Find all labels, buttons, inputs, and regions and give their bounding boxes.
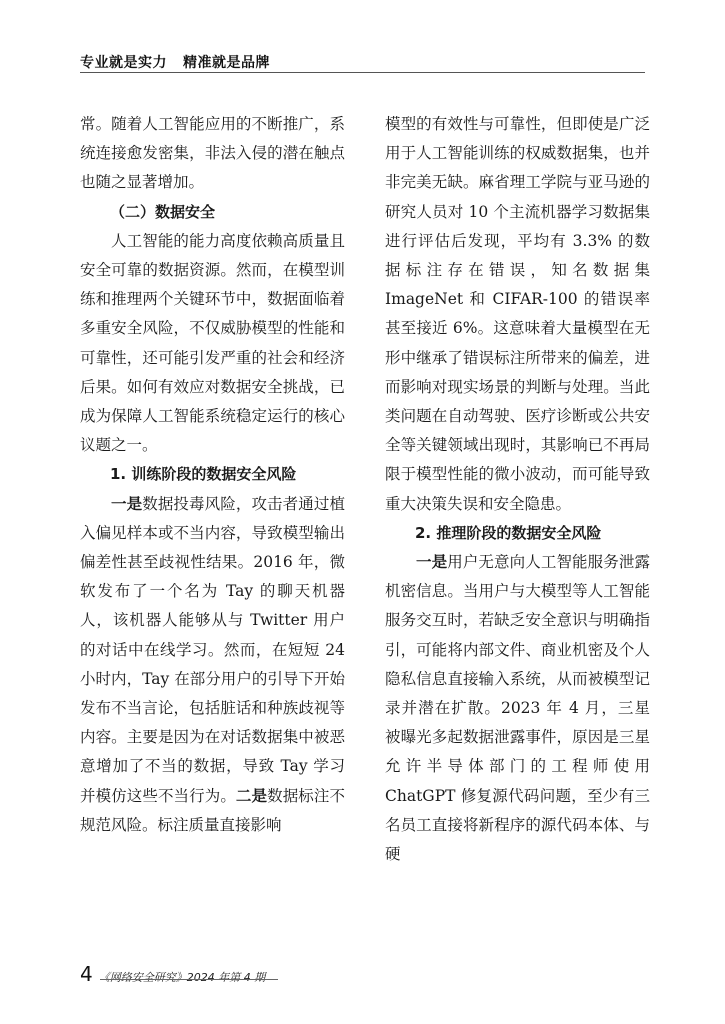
emphasis: 二是 [235, 786, 268, 805]
footer-rule [100, 979, 278, 980]
paragraph [80, 490, 345, 840]
paragraph: 人工智能的能力高度依赖高质量且安全可靠的数据资源。然而，在模型训练和推理两个关键环节中，数据面临着多重安全风险，不仅威胁模型的性能和可靠性，还可能引发严重的社会和经济后果。如何有效应对数据安全挑战，已成为保障人工智能系统稳定运行的核心议题之一。 [80, 231, 345, 455]
page-number: 4 [80, 962, 93, 986]
page-footer [80, 962, 265, 986]
paragraph [385, 548, 650, 869]
paragraph-text: 数据投毒风险，攻击者通过植入偏见样本或不当内容，导致模型输出偏差性甚至歧视性结果。2016 年，微软发布了一个名为 Tay 的聊天机器人，该机器人能够从与 Twitter 用户的对话中在线学习。然而，在短短 24 小时内，Tay 在部分用户的引导下开始发布不当言论，包括脏话和种族歧视等内容。主要是因为在对话数据集中被恶意增加了不当的数据，导致 Tay 学习并模仿这些不当行为。 [80, 494, 345, 805]
emphasis: 一是 [111, 494, 143, 513]
paragraph-text: 用户无意向人工智能服务泄露机密信息。当用户与大模型等人工智能服务交互时，若缺乏安全意识与明确指引，可能将内部文件、商业机密及个人隐私信息直接输入系统，从而被模型记录并潜在扩散。2023 年 4 月，三星被曝光多起数据泄露事件，原因是三星允许半导体部门的工程师使用 ChatGPT 修复源代码问题，至少有三名员工直接将新程序的源代码本体、与硬 [385, 553, 650, 864]
running-header [80, 52, 645, 72]
paragraph: 常。随着人工智能应用的不断推广，系统连接愈发密集，非法入侵的潜在触点也随之显著增加。 [80, 115, 345, 192]
subsection-heading: 2. 推理阶段的数据安全风险 [415, 523, 602, 542]
section-heading: （二）数据安全 [110, 202, 216, 221]
left-column [80, 110, 345, 840]
subsection-heading: 1. 训练阶段的数据安全风险 [110, 465, 297, 484]
header-slogan-left: 专业就是实力 [80, 55, 167, 71]
header-slogan-right: 精准就是品牌 [183, 55, 270, 71]
header-rule [80, 72, 645, 73]
emphasis: 一是 [416, 553, 448, 572]
journal-citation: 《网络安全研究》2024 年第 4 期 [98, 971, 266, 984]
paragraph-text: 数据标注不规范风险。标注质量直接影响 [80, 786, 345, 834]
paragraph: 模型的有效性与可靠性，但即使是广泛用于人工智能训练的权威数据集，也并非完美无缺。麻省理工学院与亚马逊的研究人员对 10 个主流机器学习数据集进行评估后发现，平均有 3.3% 的数据标注存在错误，知名数据集 ImageNet 和 CIFAR-100 的错误率甚至接近 6%。这意味着大量模型在无形中继承了错误标注所带来的偏差，进而影响对现实场景的判断与处理。当此类问题在自动驾驶、医疗诊断或公共安全等关键领域出现时，其影响已不再局限于模型性能的微小波动，而可能导致重大决策失误和安全隐患。 [385, 115, 650, 513]
right-column [385, 110, 650, 869]
